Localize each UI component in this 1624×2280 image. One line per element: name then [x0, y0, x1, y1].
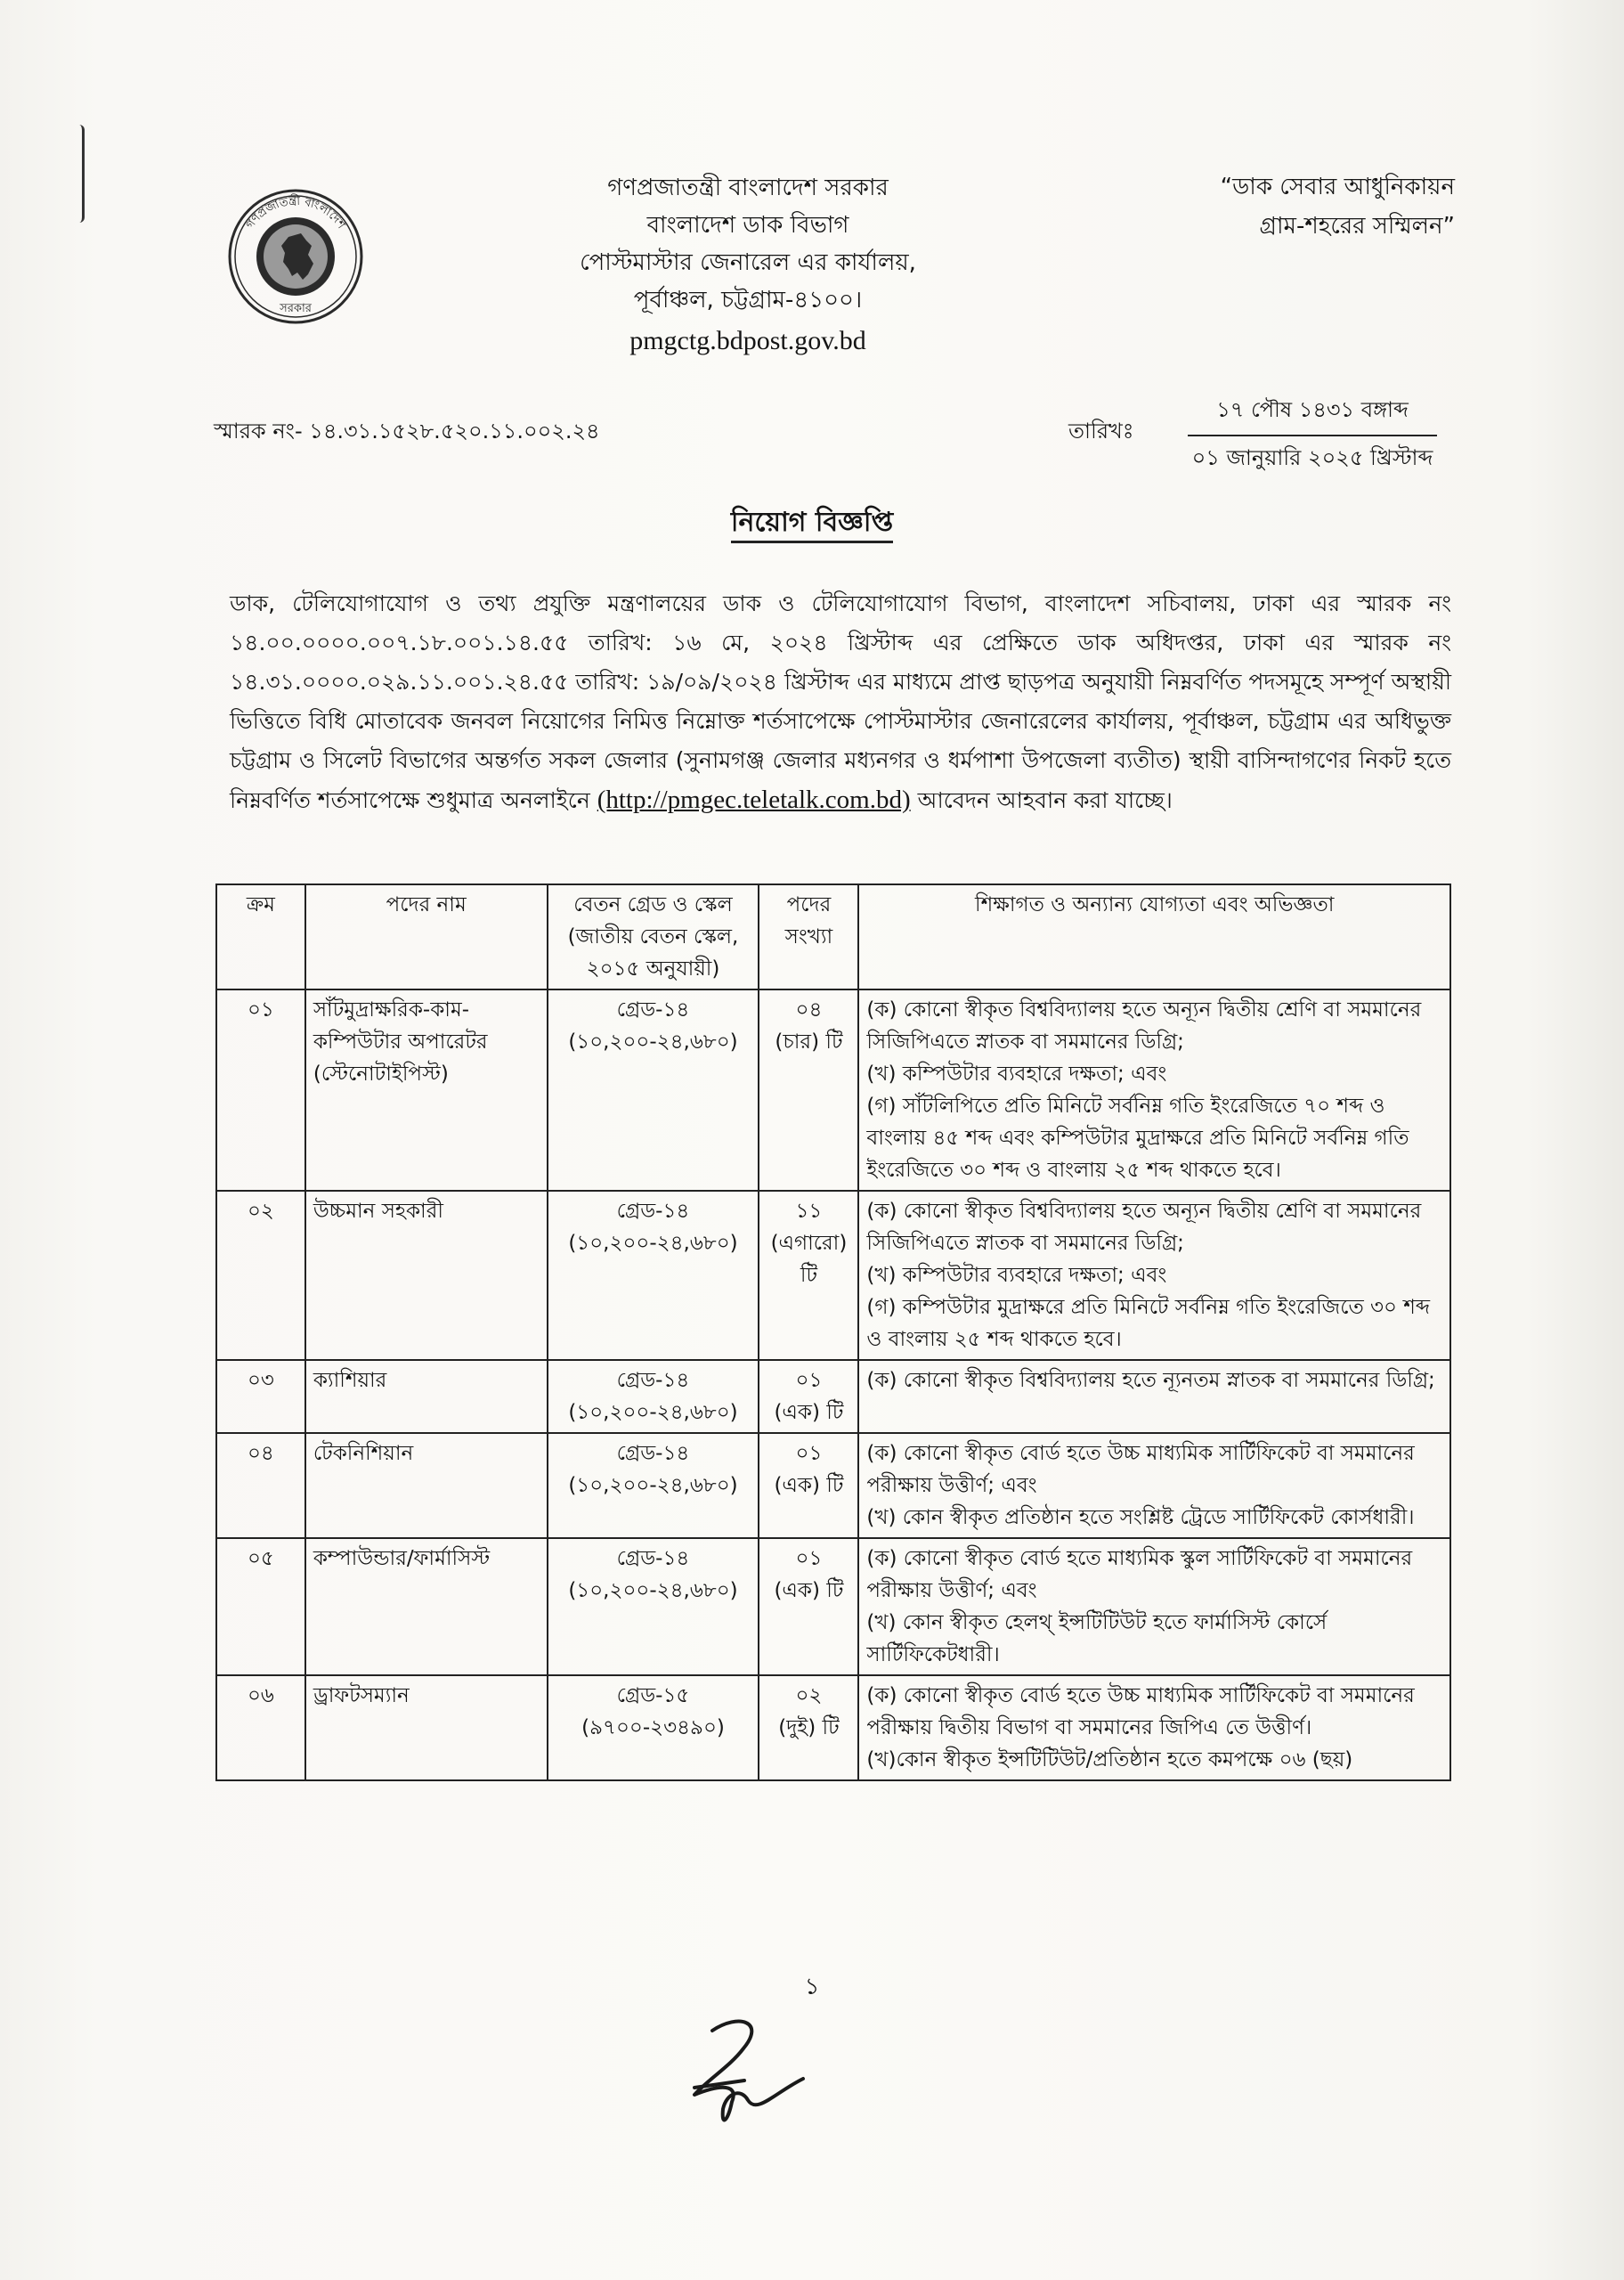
- qualification-item: (খ) কোন স্বীকৃত হেলথ্ ইন্সটিটিউট হতে ফার্মাসিস্ট কোর্সে সার্টিফিকেটধারী।: [866, 1611, 1328, 1666]
- cell-grade-name: গ্রেড-১৪: [616, 1547, 690, 1570]
- cell-grade-name: গ্রেড-১৪: [616, 1442, 690, 1465]
- date-english: ০১ জানুয়ারি ২০২৫ খ্রিস্টাব্দ: [1191, 445, 1433, 470]
- cell-count: [759, 1675, 858, 1780]
- qualification-item: (খ)কোন স্বীকৃত ইন্সটিটিউট/প্রতিষ্ঠান হতে কমপক্ষে ০৬ (ছয়): [866, 1748, 1353, 1771]
- signature-graphic: [659, 1995, 810, 2138]
- application-link[interactable]: (http://pmgec.teletalk.com.bd): [597, 786, 911, 814]
- header-count: [759, 884, 858, 989]
- cell-count-word: (এক) টি: [774, 1474, 844, 1497]
- header-post: পদের নাম: [305, 884, 548, 989]
- seal-bottom-text: সরকার: [280, 302, 312, 315]
- cell-count-number: ০১: [795, 1369, 823, 1392]
- cell-grade-scale: (১০,২০০-২৪,৬৮০): [568, 1401, 738, 1424]
- table-row: [216, 1191, 1450, 1360]
- cell-grade: [548, 1538, 759, 1675]
- cell-serial: ০৩: [216, 1360, 305, 1433]
- cell-post: সাঁটমুদ্রাক্ষরিক-কাম-কম্পিউটার অপারেটর (স্টেনোটাইপিস্ট): [305, 989, 548, 1191]
- cell-serial: ০৪: [216, 1433, 305, 1538]
- cell-grade: [548, 1191, 759, 1360]
- qualification-item: (ক) কোনো স্বীকৃত বিশ্ববিদ্যালয় হতে ন্যূনতম স্নাতক বা সমমানের ডিগ্রি;: [866, 1369, 1435, 1392]
- cell-qualification: [858, 1433, 1450, 1538]
- seal-graphic: [226, 187, 365, 326]
- cell-post: টেকনিশিয়ান: [305, 1433, 548, 1538]
- qualification-item: (ক) কোনো স্বীকৃত বোর্ড হতে উচ্চ মাধ্যমিক সার্টিফিকেট বা সমমানের পরীক্ষায় উত্তীর্ণ; এবং: [866, 1442, 1415, 1497]
- cell-count: [759, 1538, 858, 1675]
- qualification-item: (ক) কোনো স্বীকৃত বোর্ড হতে মাধ্যমিক স্কুল সার্টিফিকেট বা সমমানের পরীক্ষায় উত্তীর্ণ; এবং: [866, 1547, 1413, 1602]
- cell-grade-name: গ্রেড-১৪: [616, 998, 690, 1022]
- notice-title: [0, 501, 1624, 546]
- cell-count-number: ০১: [795, 1547, 823, 1570]
- cell-serial: ০৬: [216, 1675, 305, 1780]
- memo-number: স্মারক নং- ১৪.৩১.১৫২৮.৫২০.১১.০০২.২৪: [214, 419, 600, 444]
- header-grade: [548, 884, 759, 989]
- intro-tail: আবেদন আহবান করা যাচ্ছে।: [917, 787, 1173, 813]
- header-grade-line-3: ২০১৫ অনুযায়ী): [586, 957, 720, 981]
- qualification-item: (খ) কম্পিউটার ব্যবহারে দক্ষতা; এবং: [866, 1264, 1167, 1287]
- cell-grade-scale: (১০,২০০-২৪,৬৮০): [568, 1232, 738, 1255]
- qualification-item: (গ) সাঁটলিপিতে প্রতি মিনিটে সর্বনিম্ন গতি ইংরেজিতে ৭০ শব্দ ও বাংলায় ৪৫ শব্দ এবং কম্পিউটার মুদ্রাক্ষরে প্রতি মিনিটে সর্বনিম্ন গতি ইংরেজিতে ৩০ শব্দ ও বাংলায় ২৫ শব্দ থাকতে হবে।: [866, 1095, 1409, 1182]
- cell-qualification: [858, 1675, 1450, 1780]
- qualification-item: (ক) কোনো স্বীকৃত বিশ্ববিদ্যালয় হতে অন্যূন দ্বিতীয় শ্রেণি বা সমমানের সিজিপিএতে স্নাতক বা সমমানের ডিগ্রি;: [866, 998, 1422, 1054]
- page-number: ১: [804, 1974, 820, 2000]
- cell-grade-scale: (১০,২০০-২৪,৬৮০): [568, 1030, 738, 1054]
- cell-grade-scale: (১০,২০০-২৪,৬৮০): [568, 1474, 738, 1497]
- office-address: পূর্বাঞ্চল, চট্টগ্রাম-৪১০০।: [633, 287, 863, 314]
- website-link[interactable]: pmgctg.bdpost.gov.bd: [629, 326, 866, 355]
- office-name: পোস্টমাস্টার জেনারেল এর কার্যালয়,: [580, 249, 916, 276]
- cell-count-word: (চার) টি: [775, 1030, 843, 1054]
- slogan-line-1: “ডাক সেবার আধুনিকায়ন: [1220, 174, 1455, 200]
- seal-top-text: গণপ্রজাতন্ত্রী বাংলাদেশ: [243, 194, 348, 232]
- table-row: [216, 1433, 1450, 1538]
- date-block: [1188, 394, 1437, 477]
- table-header-row: [216, 884, 1450, 989]
- cell-count-number: ০১: [795, 1442, 823, 1465]
- header-count-line-1: পদের: [786, 893, 832, 916]
- table-row: [216, 1360, 1450, 1433]
- cell-grade-scale: (৯৭০০-২৩৪৯০): [581, 1716, 725, 1739]
- table-row: [216, 1675, 1450, 1780]
- qualification-item: (গ) কম্পিউটার মুদ্রাক্ষরে প্রতি মিনিটে সর্বনিম্ন গতি ইংরেজিতে ৩০ শব্দ ও বাংলায় ২৫ শব্দ থাকতে হবে।: [866, 1296, 1431, 1351]
- cell-count: [759, 989, 858, 1191]
- header-grade-line-1: বেতন গ্রেড ও স্কেল: [573, 893, 733, 916]
- cell-count-word: (এক) টি: [774, 1579, 844, 1602]
- header-grade-line-2: (জাতীয় বেতন স্কেল,: [567, 925, 739, 949]
- cell-serial: ০১: [216, 989, 305, 1191]
- cell-count-number: ১১: [795, 1200, 823, 1223]
- intro-text: ডাক, টেলিযোগাযোগ ও তথ্য প্রযুক্তি মন্ত্রণালয়ের ডাক ও টেলিযোগাযোগ বিভাগ, বাংলাদেশ সচিবালয়, ঢাকা এর স্মারক নং ১৪.০০.০০০০.০০৭.১৮.০০১.১৪.৫৫ তারিখ: ১৬ মে, ২০২৪ খ্রিস্টাব্দ এর প্রেক্ষিতে ডাক অধিদপ্তর, ঢাকা এর স্মারক নং ১৪.৩১.০০০০.০২৯.১১.০০১.২৪.৫৫ তারিখ: ১৯/০৯/২০২৪ খ্রিস্টাব্দ এর মাধ্যমে প্রাপ্ত ছাড়পত্র অনুযায়ী নিম্নবর্ণিত পদসমূহে সম্পূর্ণ অস্থায়ী ভিত্তিতে বিধি মোতাবেক জনবল নিয়োগের নিমিত্ত নিম্নোক্ত শর্তসাপেক্ষে পোস্টমাস্টার জেনারেলের কার্যালয়, পূর্বাঞ্চল, চট্টগ্রাম এর অধিভুক্ত চট্টগ্রাম ও সিলেট বিভাগের অন্তর্গত সকল জেলার (সুনামগঞ্জ জেলার মধ্যনগর ও ধর্মপাশা উপজেলা ব্যতীত) স্থায়ী বাসিন্দাগণের নিকট হতে নিম্নবর্ণিত শর্তসাপেক্ষে শুধুমাত্র অনলাইনে: [230, 590, 1451, 813]
- notice-title-text: নিয়োগ বিজ্ঞপ্তি: [731, 507, 893, 543]
- slogan-line-2: গ্রাম-শহরের সম্মিলন”: [1259, 213, 1455, 240]
- cell-count: [759, 1433, 858, 1538]
- qualification-item: (ক) কোনো স্বীকৃত বোর্ড হতে উচ্চ মাধ্যমিক সার্টিফিকেট বা সমমানের পরীক্ষায় দ্বিতীয় বিভাগ বা সমমানের জিপিএ তে উত্তীর্ণ।: [866, 1684, 1415, 1739]
- slogan: [1134, 167, 1455, 246]
- cell-count-number: ০৪: [795, 998, 823, 1022]
- cell-post: ড্রাফটসম্যান: [305, 1675, 548, 1780]
- cell-count-number: ০২: [795, 1684, 823, 1707]
- cell-count-word: (দুই) টি: [778, 1716, 840, 1739]
- signature: [659, 1995, 810, 2138]
- cell-grade-name: গ্রেড-১৪: [616, 1200, 690, 1223]
- header-qualification: শিক্ষাগত ও অন্যান্য যোগ্যতা এবং অভিজ্ঞতা: [858, 884, 1450, 989]
- qualification-item: (খ) কোন স্বীকৃত প্রতিষ্ঠান হতে সংশ্লিষ্ট ট্রেডে সার্টিফিকেট কোর্সধারী।: [866, 1506, 1415, 1529]
- cell-grade: [548, 1675, 759, 1780]
- cell-count-word: (এক) টি: [774, 1401, 844, 1424]
- cell-serial: ০২: [216, 1191, 305, 1360]
- cell-count-word: (এগারো) টি: [770, 1232, 848, 1287]
- cell-grade-scale: (১০,২০০-২৪,৬৮০): [568, 1579, 738, 1602]
- cell-post: উচ্চমান সহকারী: [305, 1191, 548, 1360]
- header-serial: ক্রম: [216, 884, 305, 989]
- cell-post: ক্যাশিয়ার: [305, 1360, 548, 1433]
- cell-qualification: [858, 1360, 1450, 1433]
- government-seal: [226, 187, 365, 326]
- header-count-line-2: সংখ্যা: [784, 925, 833, 949]
- cell-qualification: [858, 1538, 1450, 1675]
- cell-count: [759, 1360, 858, 1433]
- letterhead: [552, 169, 944, 360]
- cell-grade-name: গ্রেড-১৫: [616, 1684, 690, 1707]
- qualification-item: (ক) কোনো স্বীকৃত বিশ্ববিদ্যালয় হতে অন্যূন দ্বিতীয় শ্রেণি বা সমমানের সিজিপিএতে স্নাতক বা সমমানের ডিগ্রি;: [866, 1200, 1422, 1255]
- date-bangla: ১৭ পৌষ ১৪৩১ বঙ্গাব্দ: [1188, 394, 1437, 436]
- edge-pen-mark: [75, 125, 85, 223]
- govt-name: গণপ্রজাতন্ত্রী বাংলাদেশ সরকার: [607, 175, 889, 201]
- intro-paragraph: [230, 584, 1451, 820]
- cell-grade: [548, 1360, 759, 1433]
- posts-table: [215, 884, 1451, 1781]
- cell-grade-name: গ্রেড-১৪: [616, 1369, 690, 1392]
- department-name: বাংলাদেশ ডাক বিভাগ: [646, 212, 849, 239]
- cell-qualification: [858, 1191, 1450, 1360]
- cell-grade: [548, 989, 759, 1191]
- cell-post: কম্পাউন্ডার/ফার্মাসিস্ট: [305, 1538, 548, 1675]
- table-row: [216, 989, 1450, 1191]
- cell-grade: [548, 1433, 759, 1538]
- qualification-item: (খ) কম্পিউটার ব্যবহারে দক্ষতা; এবং: [866, 1063, 1167, 1086]
- cell-serial: ০৫: [216, 1538, 305, 1675]
- cell-count: [759, 1191, 858, 1360]
- table-row: [216, 1538, 1450, 1675]
- date-label: তারিখঃ: [1068, 419, 1134, 444]
- cell-qualification: [858, 989, 1450, 1191]
